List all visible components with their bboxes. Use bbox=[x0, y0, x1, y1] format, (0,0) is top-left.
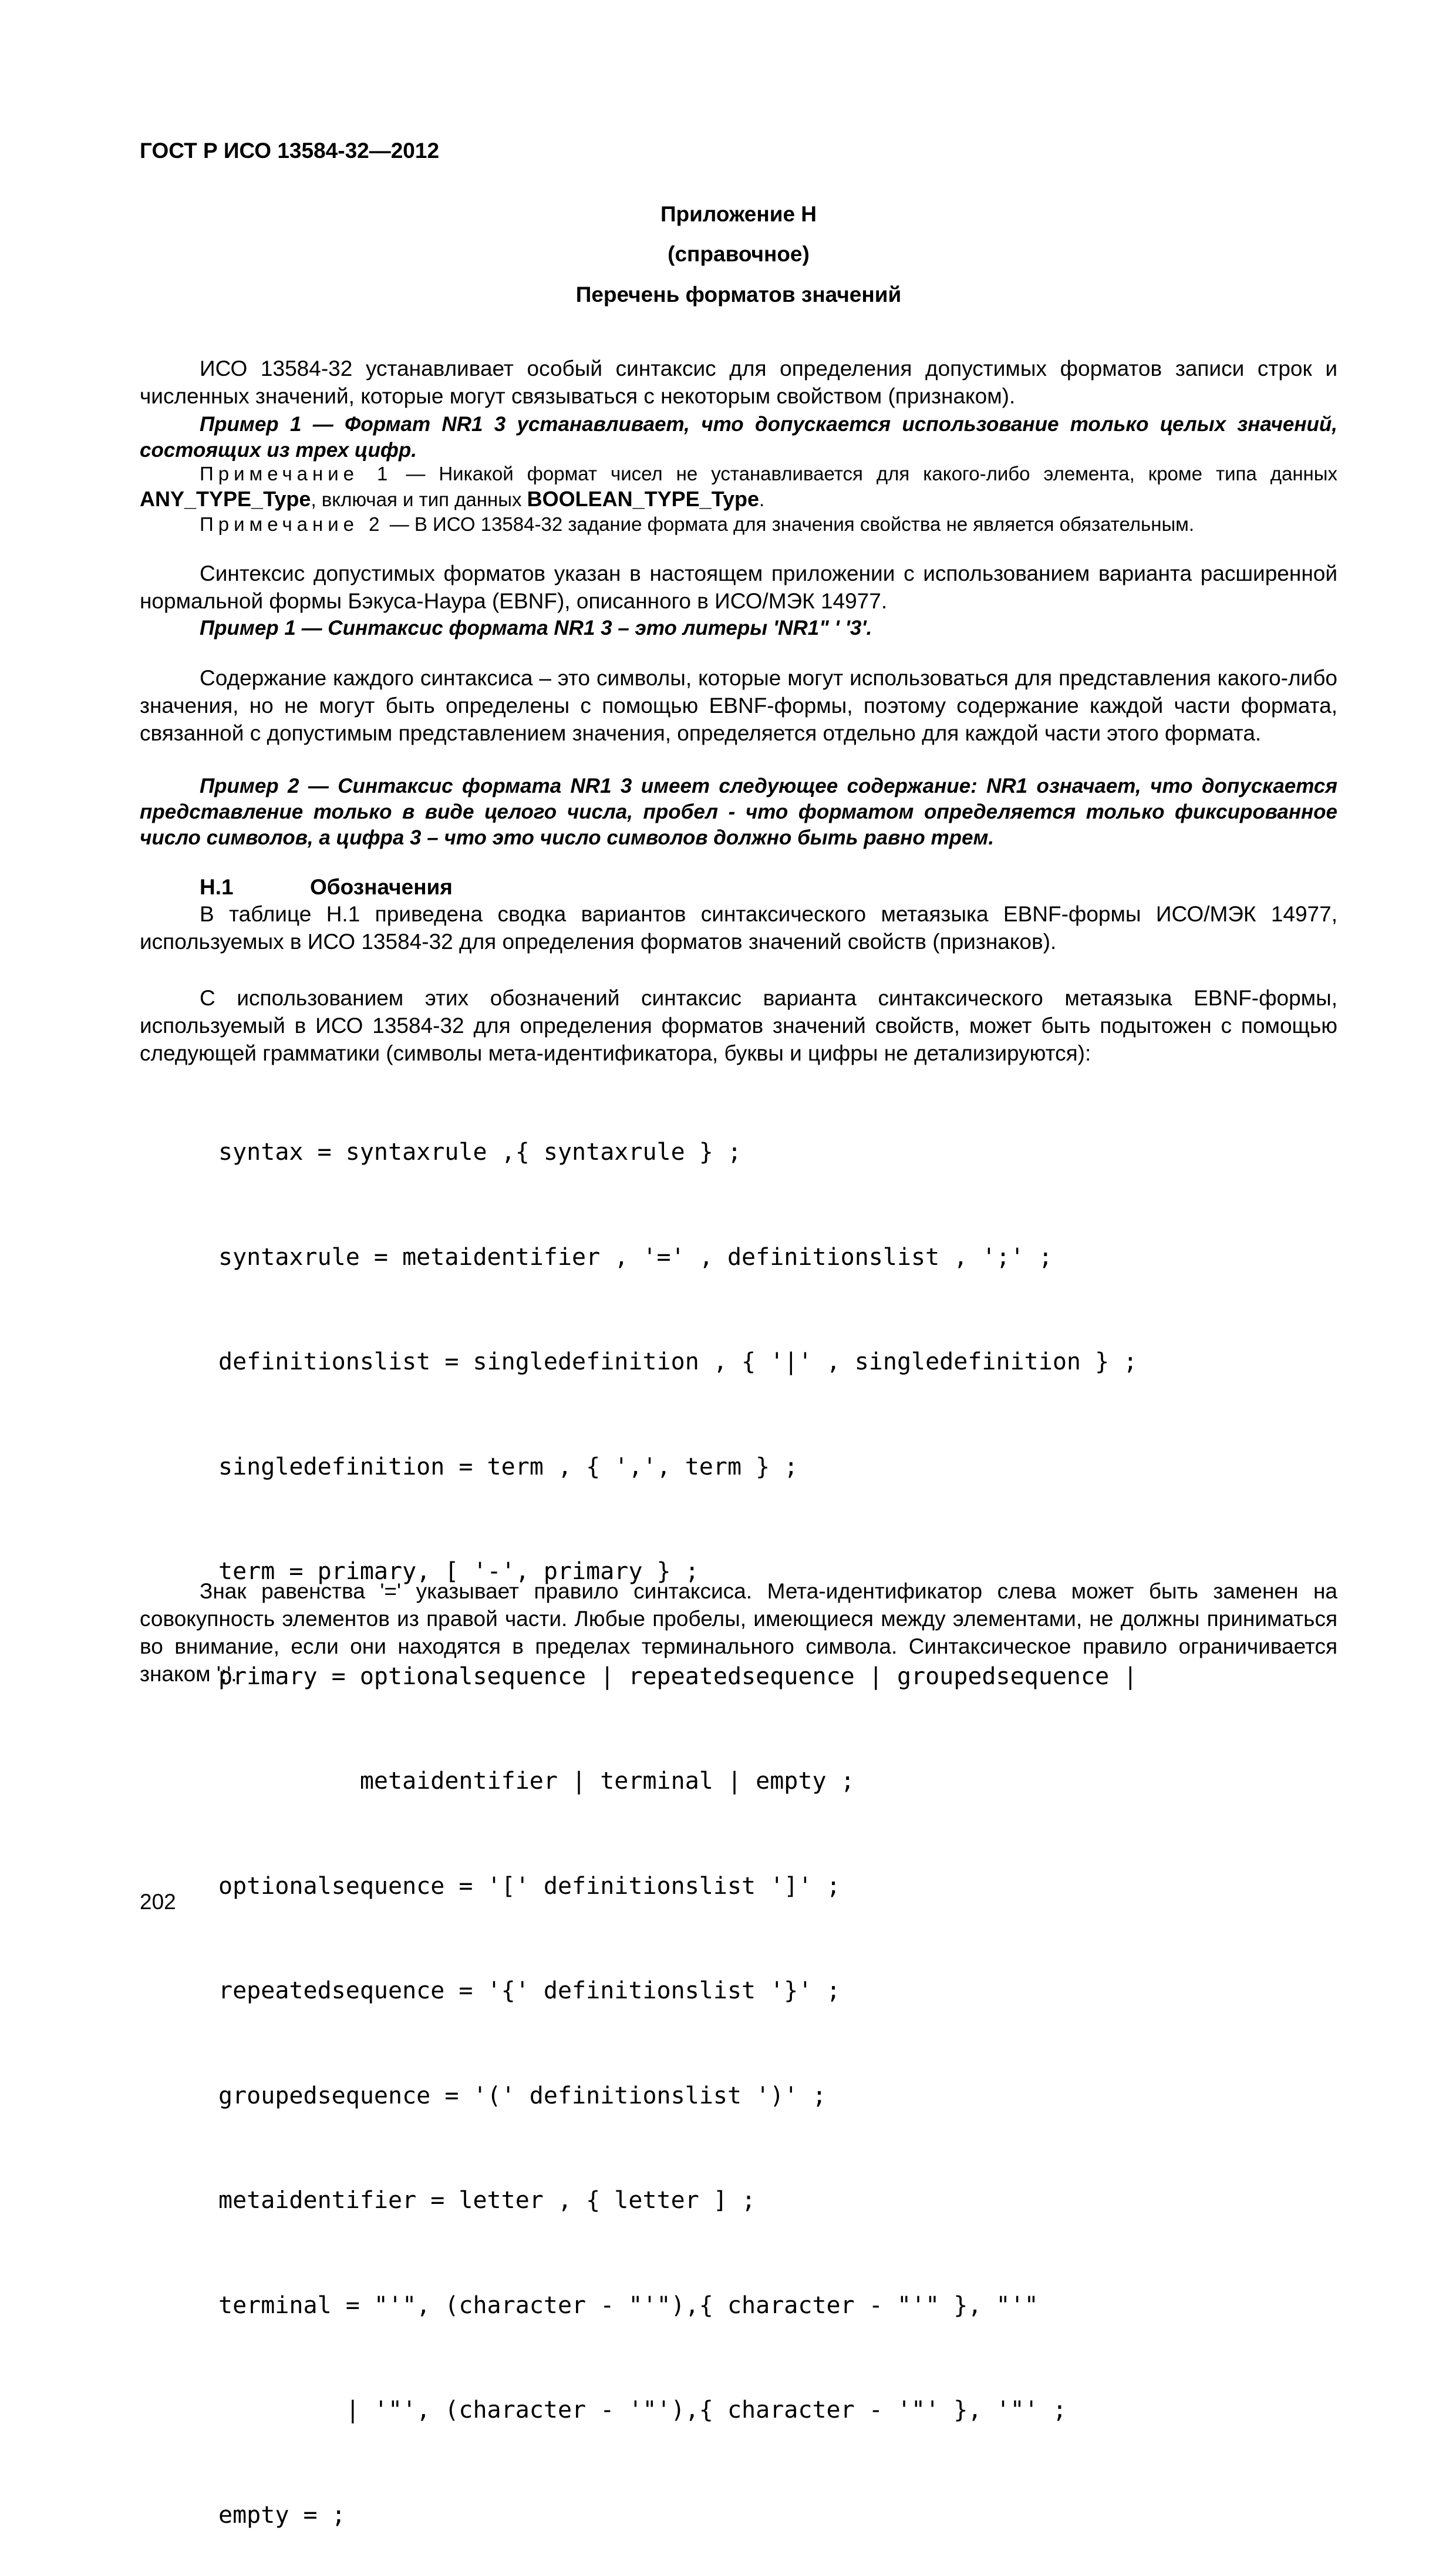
grammar-line: metaidentifier = letter , { letter ] ; bbox=[218, 2187, 756, 2214]
grammar-line: primary = optionalsequence | repeatedsequence | groupedsequence | bbox=[218, 1662, 1138, 1690]
grammar-line: optionalsequence = '[' definitionslist ']' ; bbox=[218, 1872, 841, 1900]
grammar-line: syntaxrule = metaidentifier , '=' , definitionslist , ';' ; bbox=[218, 1243, 1053, 1271]
example-1: Пример 1 — Формат NR1 3 устанавливает, что допускается использование только целых значений, состоящих из трех цифр. bbox=[140, 413, 1337, 462]
grammar-line: term = primary, [ '-', primary } ; bbox=[218, 1558, 699, 1585]
paragraph-equals: Знак равенства '=' указывает правило синтаксиса. Мета-идентификатор слева может быть заменен на совокупность элементов из правой части. Любые пробелы, имеющиеся между элементами, не должны приниматься во внимание, если они находятся в пределах терминального символа. Синтаксическое правило ограничивается знаком ';'. bbox=[140, 1579, 1337, 1686]
paragraph-table: В таблице Н.1 приведена сводка вариантов синтаксического метаязыка EBNF-формы ИСО/МЭК 14977, используемых в ИСО 13584-32 для определения форматов значений свойств (признаков). bbox=[140, 902, 1337, 954]
appendix-title: Приложение Н bbox=[660, 202, 817, 226]
paragraph-syntax: Синтексис допустимых форматов указан в настоящем приложении с использованием варианта расширенной нормальной формы Бэкуса-Наура (EBNF), описанного в ИСО/МЭК 14977. bbox=[140, 561, 1337, 613]
note-1-label: Примечание 1 bbox=[200, 463, 393, 484]
appendix-status: (справочное) bbox=[668, 242, 810, 266]
note-2 bbox=[140, 511, 1337, 537]
page-number: 202 bbox=[140, 1890, 176, 1914]
note-1-text-b: , включая и тип данных bbox=[311, 489, 527, 510]
note-1-text-c: . bbox=[759, 489, 765, 510]
section-number: Н.1 bbox=[200, 875, 234, 899]
grammar-line: definitionslist = singledefinition , { '|' , singledefinition } ; bbox=[218, 1348, 1138, 1375]
grammar-line: repeatedsequence = '{' definitionslist '}' ; bbox=[218, 1977, 841, 2004]
grammar-line: syntax = syntaxrule ,{ syntaxrule } ; bbox=[218, 1139, 742, 1166]
grammar-line: | '"', (character - '"'),{ character - '"' }, '"' ; bbox=[218, 2397, 1067, 2424]
example-2: Пример 1 — Синтаксис формата NR1 3 – это литеры 'NR1" ' '3'. bbox=[200, 617, 872, 640]
section-title: Обозначения bbox=[310, 875, 453, 899]
grammar-line: terminal = "'", (character - "'"),{ character - "'" }, "'" bbox=[218, 2291, 1039, 2319]
grammar-listing bbox=[218, 1065, 1137, 2568]
note-2-label: Примечание 2 bbox=[200, 513, 385, 535]
grammar-line: empty = ; bbox=[218, 2501, 346, 2529]
example-3: Пример 2 — Синтаксис формата NR1 3 имеет следующее содержание: NR1 означает, что допускается представление только в виде целого числа, пробел - что форматом определяется только фиксированное число символов, а цифра 3 – что это число символов должно быть равно трем. bbox=[140, 775, 1337, 849]
paragraph-grammar-intro: С использованием этих обозначений синтаксис варианта синтаксического метаязыка EBNF-формы, используемый в ИСО 13584-32 для определения форматов значений свойств, может быть подытожен с помощью следующей грамматики (символы мета-идентификатора, буквы и цифры не детализируются): bbox=[140, 986, 1337, 1065]
paragraph-content: Содержание каждого синтаксиса – это символы, которые могут использоваться для представления какого-либо значения, но не могут быть определены с помощью EBNF-формы, поэтому содержание каждой части формата, связанной с допустимым представлением значения, определяется отдельно для каждой части этого формата. bbox=[140, 666, 1337, 745]
note-1-text-a: — Никакой формат чисел не устанавливается для какого-либо элемента, кроме типа данных bbox=[392, 463, 1337, 484]
grammar-line: metaidentifier | terminal | empty ; bbox=[218, 1768, 855, 1795]
grammar-line: groupedsequence = '(' definitionslist ')' ; bbox=[218, 2082, 827, 2109]
document-header: ГОСТ Р ИСО 13584-32—2012 bbox=[140, 139, 440, 163]
grammar-line: singledefinition = term , { ',', term } ; bbox=[218, 1453, 798, 1480]
appendix-name: Перечень форматов значений bbox=[575, 282, 902, 307]
note-1-type-a: ANY_TYPE_Type bbox=[140, 487, 311, 511]
note-1-type-b: BOOLEAN_TYPE_Type bbox=[527, 487, 760, 511]
note-1 bbox=[140, 461, 1337, 512]
paragraph-intro: ИСО 13584-32 устанавливает особый синтаксис для определения допустимых форматов записи строк и численных значений, которые могут связываться с некоторым свойством (признаком). bbox=[140, 356, 1337, 408]
note-2-text: — В ИСО 13584-32 задание формата для значения свойства не является обязательным. bbox=[384, 513, 1195, 535]
